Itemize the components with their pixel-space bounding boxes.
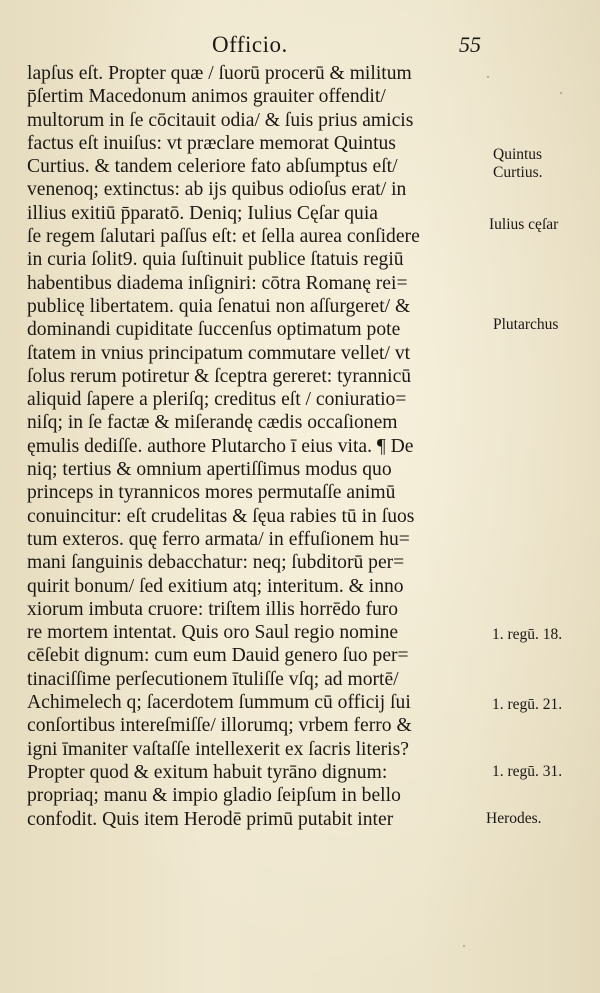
text-line: re mortem intentat. Quis oro Saul regio nomine xyxy=(27,622,399,644)
margin-note-quintus-curtius xyxy=(493,146,543,182)
text-line: multorum in ſe cōcitauit odia/ & ſuis prius amicis xyxy=(27,109,414,131)
paper-speck xyxy=(487,76,489,78)
text-line: dominandi cupiditate ſuccenſus optimatum pote xyxy=(27,319,401,341)
text-line: confodit. Quis item Herodē primū putabit inter xyxy=(27,808,394,830)
margin-note-quintus: Quintus xyxy=(493,146,543,163)
paper-speck xyxy=(560,92,562,94)
text-line: tum exteros. quę ferro armata/ in effuſionem hu= xyxy=(27,528,410,550)
text-line: quirit bonum/ ſed exitium atq; interitum. & inno xyxy=(27,575,404,597)
text-line: Achimelech q; ſacerdotem ſummum cū officij ſui xyxy=(27,692,411,714)
text-line: p̄ſertim Macedonum animos grauiter offendit/ xyxy=(27,86,386,108)
margin-note-regum-21: 1. regū. 21. xyxy=(492,696,563,713)
text-line: princeps in tyrannicos mores permutaſſe animū xyxy=(27,482,396,504)
text-line: niq; tertius & omnium apertiſſimus modus quo xyxy=(27,459,392,481)
text-line: xiorum imbuta cruore: triſtem illis horrēdo furo xyxy=(27,598,399,620)
text-line: factus eſt inuiſus: vt præclare memorat Quintus xyxy=(27,132,396,154)
margin-note-plutarchus: Plutarchus xyxy=(493,316,559,333)
text-line: habentibus diadema inſigniri: cōtra Romanę rei= xyxy=(27,272,408,294)
margin-note-regum-18: 1. regū. 18. xyxy=(492,626,563,643)
paper-speck xyxy=(463,945,465,947)
running-header: Officio. xyxy=(212,32,288,57)
text-line: conſortibus intereſmiſſe/ illorumq; vrbem ferro & xyxy=(27,715,412,737)
text-line: Curtius. & tandem celeriore fato abſumptus eſt/ xyxy=(27,156,398,178)
margin-note-regum-31: 1. regū. 31. xyxy=(492,763,563,780)
text-line: venenoq; extinctus: ab ijs quibus odioſus erat/ in xyxy=(27,179,407,201)
text-line: tinaciſſime perſecutionem ītuliſſe vſq; ad mortē/ xyxy=(27,668,399,690)
text-line: ęmulis dediſſe. authore Plutarcho ī eius vita. ¶ De xyxy=(27,435,414,457)
text-line: cēſebit dignum: cum eum Dauid genero ſuo per= xyxy=(27,645,409,667)
text-line: ſtatem in vnius principatum commutare vellet/ vt xyxy=(27,342,411,364)
text-line: aliquid ſapere a pleriſq; creditus eſt / coniuratio= xyxy=(27,389,407,411)
text-line: igni īmaniter vaſtaſſe intellexerit ex ſacris literis? xyxy=(27,738,409,760)
margin-note-herodes: Herodes. xyxy=(486,810,542,827)
text-line: Propter quod & exitum habuit tyrāno dignum: xyxy=(27,761,388,783)
margin-note-curtius: Curtius. xyxy=(493,164,543,181)
text-line: lapſus eſt. Propter quæ / ſuorū procerū & militum xyxy=(27,63,412,84)
main-text-block xyxy=(27,62,487,831)
page-number: 55 xyxy=(459,32,481,57)
text-line: conuincitur: eſt crudelitas & ſęua rabies tū in ſuos xyxy=(27,505,415,527)
text-line: illius exitiū p̄paratō. Deniq; Iulius Cęſar quia xyxy=(27,202,378,224)
text-line: in curia ſolit9. quia ſuſtinuit publice ſtatuis regiū xyxy=(27,249,404,271)
text-line: niſq; in ſe factæ & miſerandę cædis occaſionem xyxy=(27,412,398,434)
margin-note-iulius-caesar: Iulius cęſar xyxy=(489,216,559,233)
text-line: publicę libertatem. quia ſenatui non aſſurgeret/ & xyxy=(27,295,411,317)
text-line: ſolus rerum potiretur & ſceptra gereret: tyrannicū xyxy=(27,365,412,387)
text-line: mani ſanguinis debacchatur: neq; ſubditorū per= xyxy=(27,552,405,574)
text-line: ſe regem ſalutari paſſus eſt: et ſella aurea conſidere xyxy=(27,226,420,248)
text-line: propriaq; manu & impio gladio ſeipſum in bello xyxy=(27,785,401,807)
